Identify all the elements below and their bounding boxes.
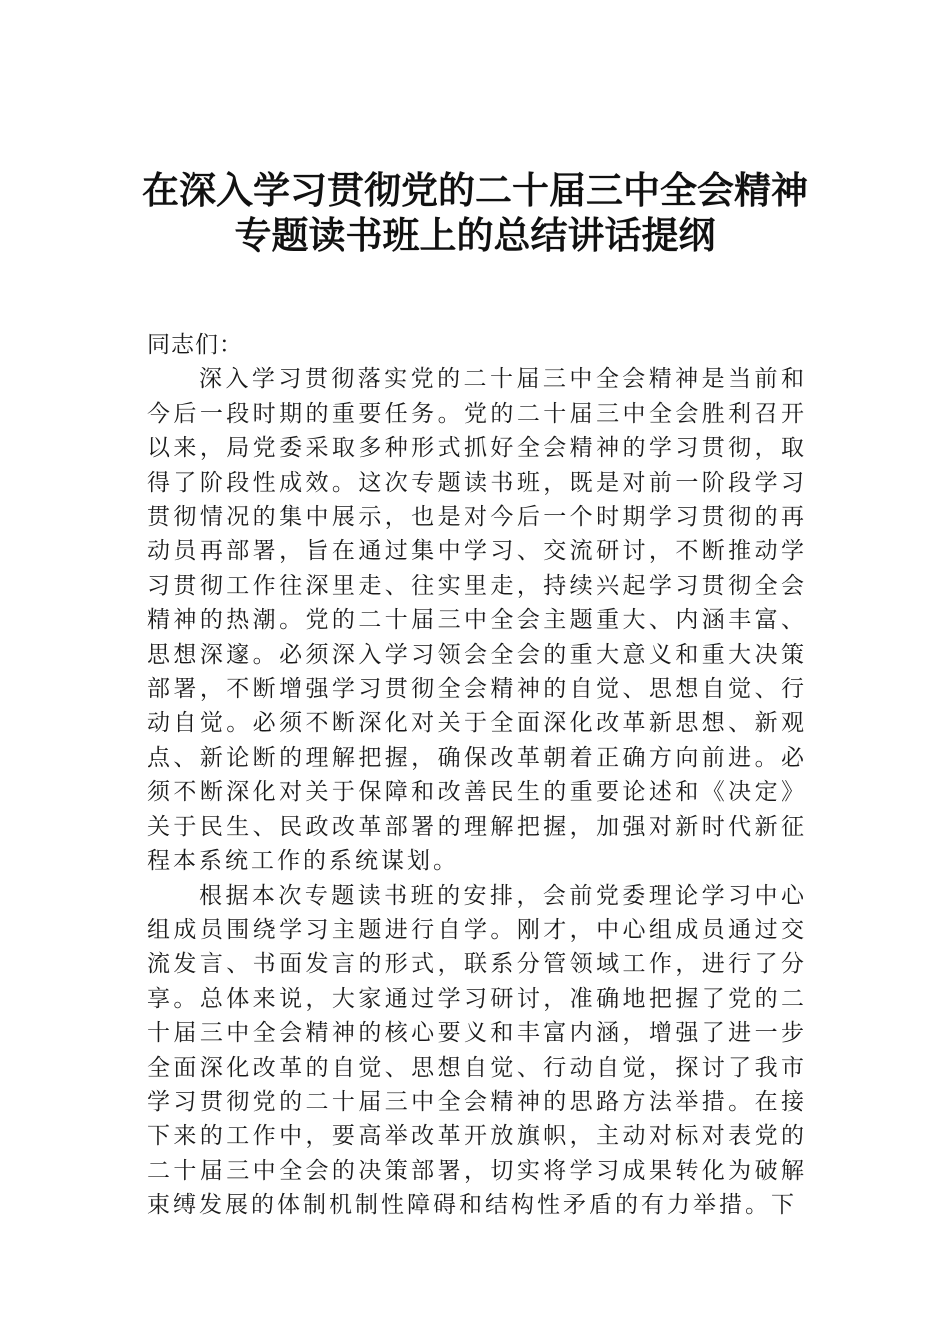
- paragraph-1: 深入学习贯彻落实党的二十届三中全会精神是当前和今后一段时期的重要任务。党的二十届三中全会胜利召开以来，局党委采取多种形式抓好全会精神的学习贯彻，取得了阶段性成效。这次专题读书班，既是对前一阶段学习贯彻情况的集中展示，也是对今后一个时期学习贯彻的再动员再部署，旨在通过集中学习、交流研讨，不断推动学习贯彻工作往深里走、往实里走，持续兴起学习贯彻全会精神的热潮。党的二十届三中全会主题重大、内涵丰富、思想深邃。必须深入学习领会全会的重大意义和重大决策部署，不断增强学习贯彻全会精神的自觉、思想自觉、行动自觉。必须不断深化对关于全面深化改革新思想、新观点、新论断的理解把握，确保改革朝着正确方向前进。必须不断深化对关于保障和改善民生的重要论述和《决定》关于民生、民政改革部署的理解把握，加强对新时代新征程本系统工作的系统谋划。: [147, 366, 807, 875]
- document-body: [147, 328, 807, 1223]
- salutation: 同志们：: [147, 332, 243, 358]
- document-title-line-2: 专题读书班上的总结讲话提纲: [234, 213, 716, 257]
- document-title-line-1: 在深入学习贯彻党的二十届三中全会精神: [142, 168, 808, 212]
- paragraph-2: 根据本次专题读书班的安排，会前党委理论学习中心组成员围绕学习主题进行自学。刚才，中心组成员通过交流发言、书面发言的形式，联系分管领域工作，进行了分享。总体来说，大家通过学习研讨，准确地把握了党的二十届三中全会精神的核心要义和丰富内涵，增强了进一步全面深化改革的自觉、思想自觉、行动自觉，探讨了我市学习贯彻党的二十届三中全会精神的思路方法举措。在接下来的工作中，要高举改革开放旗帜，主动对标对表党的二十届三中全会的决策部署，切实将学习成果转化为破解束缚发展的体制机制性障碍和结构性矛盾的有力举措。下: [147, 882, 807, 1219]
